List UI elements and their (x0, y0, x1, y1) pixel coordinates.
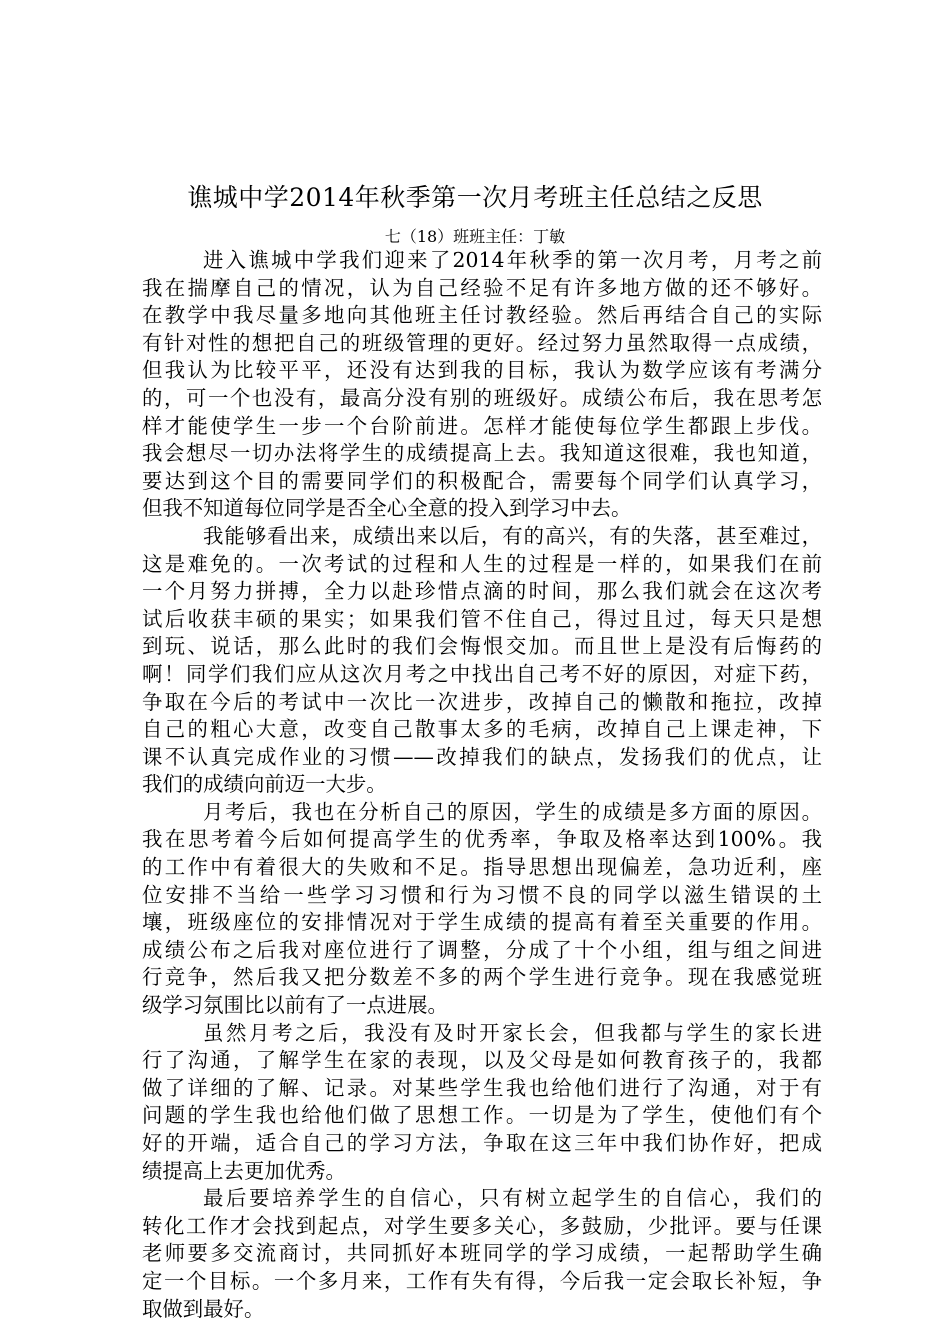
text-line: 进入谯城中学我们迎来了2014年秋季的第一次月考，月考之前 (203, 248, 822, 272)
paragraph-3 (142, 799, 822, 1020)
text-line: 月考后，我也在分析自己的原因，学生的成绩是多方面的原因。 (203, 799, 822, 824)
text-line: 行了沟通，了解学生在家的表现，以及父母是如何教育孩子的，我都 (142, 1048, 822, 1073)
text-line: 我在揣摩自己的情况，认为自己经验不足有许多地方做的还不够好。 (142, 275, 822, 300)
text-line: 但我认为比较平平，还没有达到我的目标，我认为数学应该有考满分 (142, 358, 822, 383)
paragraph-5 (142, 1185, 822, 1323)
text-line: 我在思考着今后如何提高学生的优秀率，争取及格率达到100%。我 (142, 827, 822, 852)
text-line: 绩提高上去更加优秀。 (142, 1158, 346, 1183)
text-line: 争取在今后的考试中一次比一次进步，改掉自己的懒散和拖拉，改掉 (142, 689, 822, 714)
document-title: 谯城中学2014年秋季第一次月考班主任总结之反思 (187, 183, 763, 212)
text-line: 做了详细的了解、记录。对某些学生我也给他们进行了沟通，对于有 (142, 1075, 822, 1100)
text-line: 在教学中我尽量多地向其他班主任讨教经验。然后再结合自己的实际 (142, 303, 822, 328)
text-line: 样才能使学生一步一个台阶前进。怎样才能使每位学生都跟上步伐。 (142, 413, 822, 438)
text-line: 问题的学生我也给他们做了思想工作。一切是为了学生，使他们有个 (142, 1103, 822, 1128)
paragraph-4 (142, 1020, 822, 1186)
document-body (142, 247, 822, 1323)
text-line: 取做到最好。 (142, 1296, 265, 1321)
text-line: 自己的粗心大意，改变自己散事太多的毛病，改掉自己上课走神，下 (142, 717, 822, 742)
text-line: 这是难免的。一次考试的过程和人生的过程是一样的，如果我们在前 (142, 551, 822, 576)
text-line: 有针对性的想把自己的班级管理的更好。经过努力虽然取得一点成绩， (142, 330, 822, 355)
text-line: 行竞争，然后我又把分数差不多的两个学生进行竞争。现在我感觉班 (142, 965, 822, 990)
text-line: 级学习氛围比以前有了一点进展。 (142, 993, 448, 1018)
text-line: 壤，班级座位的安排情况对于学生成绩的提高有着至关重要的作用。 (142, 910, 822, 935)
text-line: 我们的成绩向前迈一大步。 (142, 772, 387, 797)
text-line: 啊！同学们我们应从这次月考之中找出自己考不好的原因，对症下药， (142, 661, 822, 686)
text-line: 课不认真完成作业的习惯——改掉我们的缺点，发扬我们的优点，让 (142, 744, 822, 769)
text-line: 定一个目标。一个多月来，工作有失有得，今后我一定会取长补短，争 (142, 1268, 822, 1293)
text-line: 成绩公布之后我对座位进行了调整，分成了十个小组，组与组之间进 (142, 937, 822, 962)
text-line: 位安排不当给一些学习习惯和行为习惯不良的同学以滋生错误的土 (142, 882, 822, 907)
text-line: 的，可一个也没有，最高分没有别的班级好。成绩公布后，我在思考怎 (142, 385, 822, 410)
text-line: 虽然月考之后，我没有及时开家长会，但我都与学生的家长进 (203, 1020, 822, 1045)
document-subtitle: 七（18）班班主任：丁敏 (384, 227, 566, 246)
paragraph-1 (142, 247, 822, 523)
text-line: 最后要培养学生的自信心，只有树立起学生的自信心，我们的 (203, 1186, 822, 1211)
text-line: 老师要多交流商讨，共同抓好本班同学的学习成绩，一起帮助学生确 (142, 1241, 822, 1266)
text-line: 我能够看出来，成绩出来以后，有的高兴，有的失落，甚至难过， (203, 523, 822, 548)
text-line: 一个月努力拼搏，全力以赴珍惜点滴的时间，那么我们就会在这次考 (142, 579, 822, 604)
text-line: 的工作中有着很大的失败和不足。指导思想出现偏差，急功近利，座 (142, 855, 822, 880)
text-line: 我会想尽一切办法将学生的成绩提高上去。我知道这很难，我也知道， (142, 441, 822, 466)
paragraph-2 (142, 523, 822, 799)
text-line: 到玩、说话，那么此时的我们会悔恨交加。而且世上是没有后悔药的 (142, 634, 822, 659)
text-line: 好的开端，适合自己的学习方法，争取在这三年中我们协作好，把成 (142, 1131, 822, 1155)
text-line: 但我不知道每位同学是否全心全意的投入到学习中去。 (142, 496, 632, 521)
text-line: 试后收获丰硕的果实；如果我们管不住自己，得过且过，每天只是想 (142, 606, 822, 631)
text-line: 要达到这个目的需要同学们的积极配合，需要每个同学们认真学习， (142, 468, 822, 493)
text-line: 转化工作才会找到起点，对学生要多关心，多鼓励，少批评。要与任课 (142, 1213, 822, 1238)
